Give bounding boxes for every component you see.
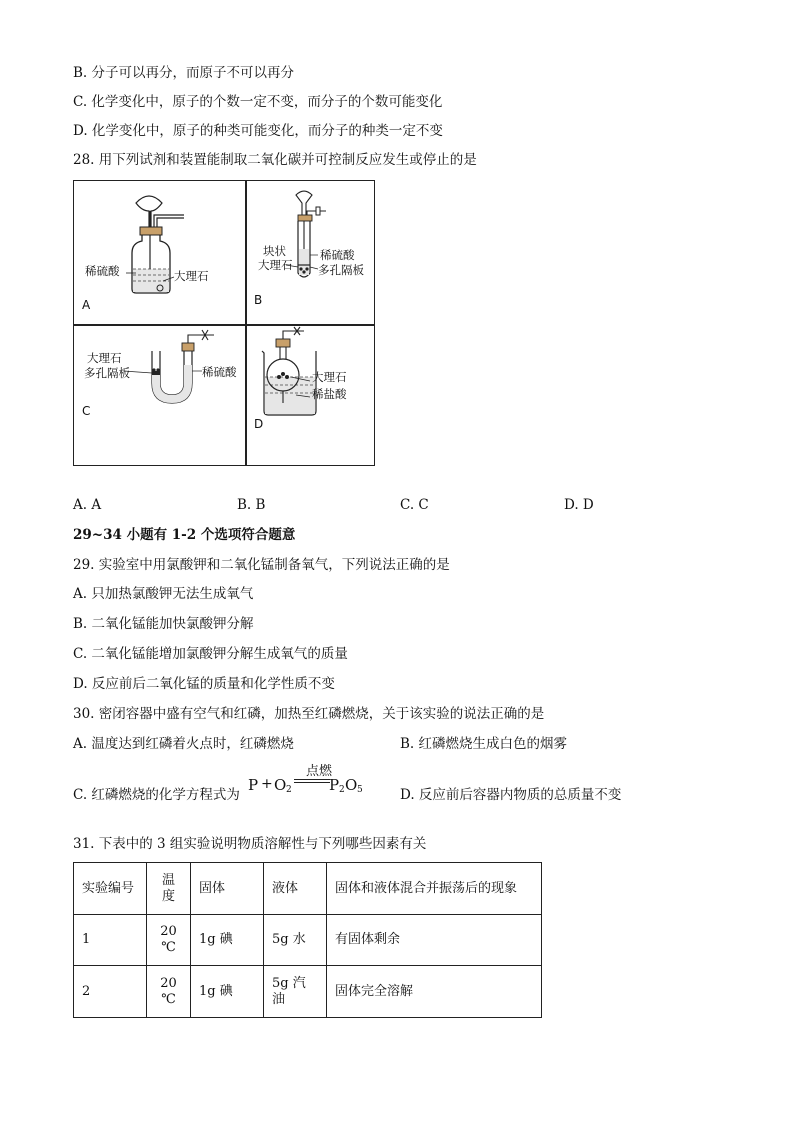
apparatus-a-tag: A [82,298,91,312]
q28-stem: 28. 用下列试剂和装置能制取二氧化碳并可控制反应发生或停止的是 [73,152,477,168]
equation-condition: 点燃 [306,764,333,779]
q28-option-c: C. C [400,497,429,513]
apparatus-a-acid-label: 稀硫酸 [85,264,120,278]
q28-option-b: B. B [237,497,266,513]
row-2-id: 2 [74,966,147,1018]
equation-rhs-p-sub: 2 [339,785,345,795]
equation-lhs-p: P [248,776,259,794]
equation-arrow-line-2 [294,782,330,783]
apparatus-c-solid-label: 大理石 [87,351,122,365]
row-2-temperature-value: 20 [160,975,177,991]
q30-stem: 30. 密闭容器中盛有空气和红磷，加热至红磷燃烧，关于该实验的说法正确的是 [73,706,545,722]
section-heading: 29~34 小题有 1-2 个选项符合题意 [73,527,296,543]
apparatus-b-acid-label: 稀硫酸 [320,248,355,262]
row-1-temperature-unit: ℃ [161,940,176,955]
equation-rhs-p: P [329,776,340,794]
row-1-solid: 1g 碘 [191,915,264,966]
q30-option-d: D. 反应前后容器内物质的总质量不变 [400,787,622,803]
q27-option-b: B. 分子可以再分，而原子不可以再分 [73,65,295,81]
header-liquid: 液体 [264,863,327,915]
q30-option-a: A. 温度达到红磷着火点时，红磷燃烧 [73,736,294,752]
apparatus-d-acid-label: 稀盐酸 [312,387,347,401]
equation-arrow-line-1 [294,779,330,780]
q28-option-a: A. A [73,497,102,513]
q29-option-c: C. 二氧化锰能增加氯酸钾分解生成氧气的质量 [73,646,348,662]
row-2-result: 固体完全溶解 [327,966,542,1018]
apparatus-b-solid-label-2: 大理石 [258,258,293,272]
table-row [74,966,542,1018]
row-2-temperature [147,966,191,1018]
q29-option-b: B. 二氧化锰能加快氯酸钾分解 [73,616,254,632]
apparatus-b-plate-label: 多孔隔板 [318,263,364,277]
row-1-liquid: 5g 水 [264,915,327,966]
row-1-temperature-value: 20 [160,924,177,939]
q31-table [73,862,542,1018]
apparatus-c-plate-label: 多孔隔板 [84,366,130,380]
equation-lhs-o-sub: 2 [286,785,292,795]
apparatus-b-tag: B [254,293,263,307]
apparatus-c [74,325,245,467]
apparatus-grid [73,180,375,466]
header-experiment-id: 实验编号 [74,863,147,915]
apparatus-c-tag: C [82,404,91,418]
apparatus-d-solid-label: 大理石 [312,370,347,384]
row-1-result: 有固体剩余 [327,915,542,966]
apparatus-c-drawing [74,325,245,467]
table-row [74,915,542,966]
row-2-temperature-unit: ℃ [161,991,176,1007]
q29-option-d: D. 反应前后二氧化锰的质量和化学性质不变 [73,676,335,692]
q30-option-c: C. 红磷燃烧的化学方程式为 [73,787,240,803]
equation-rhs-o: O [345,776,358,794]
header-temperature [147,863,191,915]
equation-plus: + [261,776,273,792]
q28-option-d: D. D [564,497,594,513]
apparatus-d-tag: D [254,417,264,431]
equation-lhs-o: O [274,776,287,794]
row-2-solid: 1g 碘 [191,966,264,1018]
apparatus-a [74,181,245,324]
header-solid: 固体 [191,863,264,915]
header-temperature-line-2: 度 [161,888,175,904]
row-2-liquid: 5g 汽油 [264,966,327,1018]
header-result: 固体和液体混合并振荡后的现象 [327,863,542,915]
row-1-temperature [147,915,191,966]
combustion-equation [248,762,368,802]
q31-stem: 31. 下表中的 3 组实验说明物质溶解性与下列哪些因素有关 [73,836,427,852]
table-header-row [74,863,542,915]
apparatus-d [246,325,376,467]
apparatus-a-solid-label: 大理石 [174,269,209,283]
q27-option-c: C. 化学变化中，原子的个数一定不变，而分子的个数可能变化 [73,94,443,110]
apparatus-a-drawing [74,181,245,324]
q27-option-d: D. 化学变化中，原子的种类可能变化，而分子的种类一定不变 [73,123,443,139]
row-1-id: 1 [74,915,147,966]
q29-stem: 29. 实验室中用氯酸钾和二氧化锰制备氧气，下列说法正确的是 [73,557,450,573]
apparatus-d-drawing [246,325,376,467]
q30-option-b: B. 红磷燃烧生成白色的烟雾 [400,736,568,752]
q29-option-a: A. 只加热氯酸钾无法生成氧气 [73,586,254,602]
equation-rhs-o-sub: 5 [357,785,363,795]
apparatus-c-acid-label: 稀硫酸 [202,365,237,379]
header-temperature-line-1: 温 [161,872,175,888]
apparatus-b-solid-label-1: 块状 [263,244,286,258]
apparatus-b [246,181,376,324]
